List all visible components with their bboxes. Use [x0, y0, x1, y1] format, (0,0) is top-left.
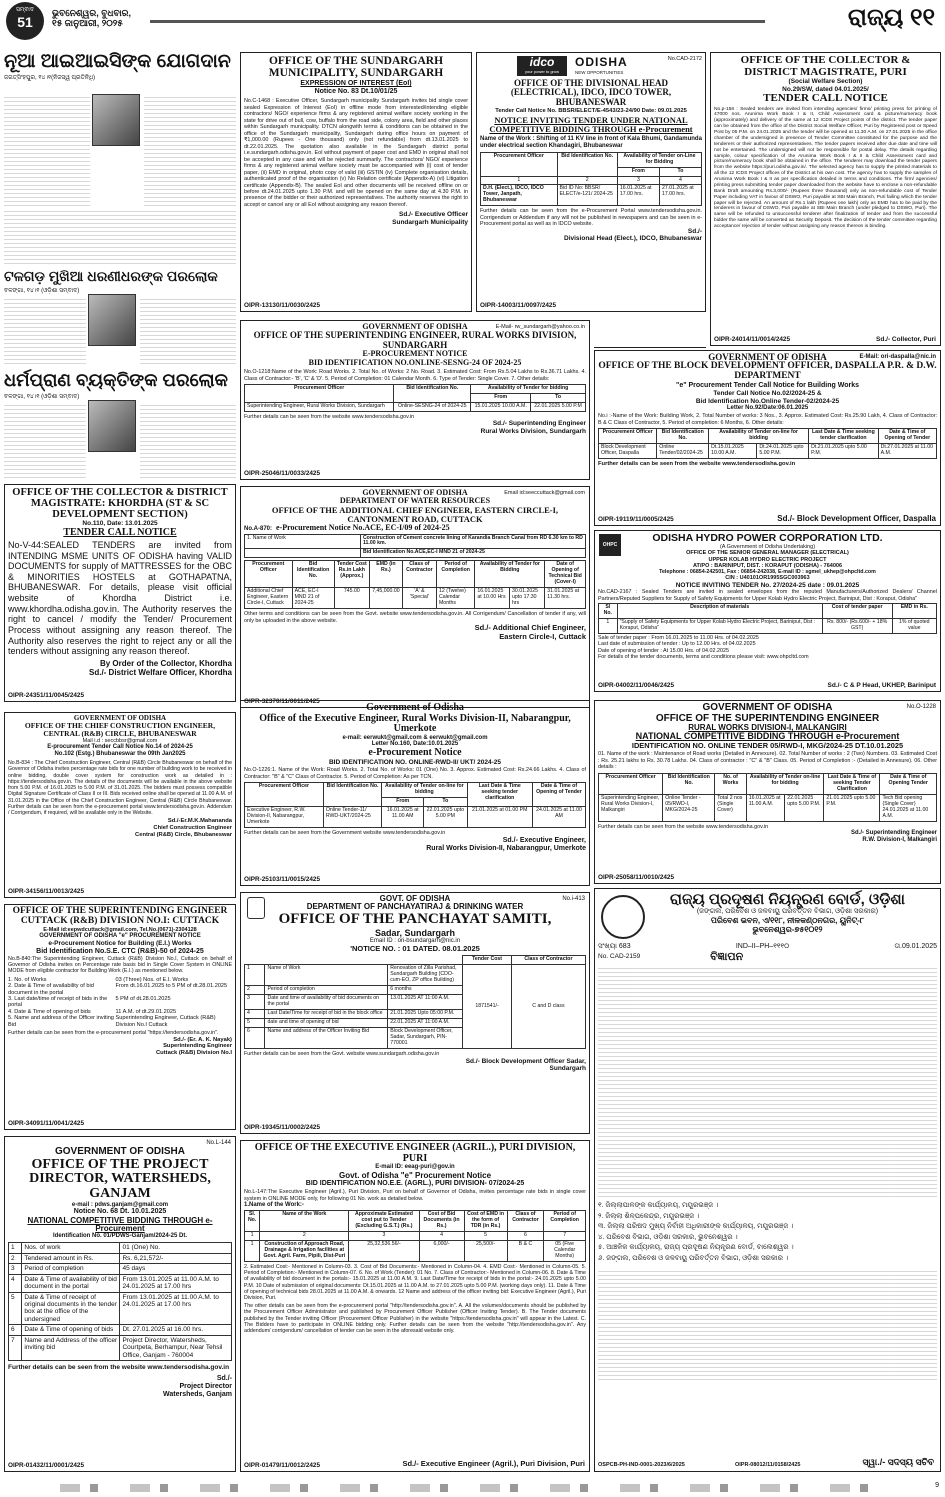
nabarangpur-table: Procurement Officer Bid Identification No. Availability of Tender on-line for bidding Last Date & Time seeking tender clarification Date & Time of Opening of Tender From To Executive Engineer, R.W. Division-II, Nabarangpur, Umerkote Online Tender-11/ RWD-UKT/2024-25 16.01.2025 at 11.00 AM 22.01.2025 upto 5.00 PM 21.01.2025 at 01.00 PM 24.01.2025 at 11.00 AM	[244, 782, 586, 828]
ad-daspalla: GOVERNMENT OF ODISHA E-Mail: ori-daspalla@nic.in OFFICE OF THE BLOCK DEVELOPMENT OFFICER, DASPALLA P.R. & D.W. DEPARTMENT "e" Procurement Tender Call Notice for Building Works Tender Call Notice No.02/2024-25 & Bid Identification No.Online Tender-02/2024-25 Letter No.92/Date:06.01.2025 No.i :-Name of the Work: Building Work, 2. Total Number of works: 3 Nos., 3. Approx. Estimated Cost: Rs.25.90 Lakh, 4. Class of Contractor: B & C Class of Contractor, 5. Period of completion: 6 Months, 6. Other details: Procurement Officer Bid Identification No. Availability of Tender on-line for bidding Last Date & Time seeking tender clarification Date & Time of Opening of Tender Block Development Officer, Daspalla Online Tender/02/2024-25 Dt.15.01.2025 10.00 A.M. Dt.24.01.2025 upto 5.00 P.M. Dt.21.01.2025 upto 5.00 P.M. Dt.27.01.2025 at 11.00 A.M. Further details can be seen from the website www.tendersodisha.gov.in Sd./- Block Development Officer, Daspalla OIPR-19119/11/0005/2425	[594, 350, 941, 526]
ospcb-body	[598, 965, 937, 1197]
ad-title: ODISHA HYDRO POWER CORPORATION LTD.	[652, 532, 883, 544]
cuttack-rb-list: 1. No. of Works 03 (Three) Nos. of E.I. Works 2. Date & Time of availability of bid document in the portal From dt.16.01.2025 to 5 PM of dt.28.01.2025 3. Last date/time of receipt of bids in the portal 5 PM of dt.28.01.2025 4. Date & Time of opening of bids 11 A.M. of dt.29.01.2025 5. Name and address of the Officer inviting Bid Superintending Engineer, Cuttack (R&B) Division No.I Cuttack	[8, 976, 228, 1028]
ad-title: OFFICE OF THE PROJECT DIRECTOR, WATERSHEDS, GANJAM	[29, 1156, 211, 1201]
ad-title: OFFICE OF THE SUNDARGARH MUNICIPALITY, SUNDARGARH	[268, 55, 444, 80]
ad-code: OIPR-25058/11/0010/2425	[598, 873, 675, 881]
ad-body: No.B-834 : The Chief Construction Engineer, Central (R&B) Circle Bhubaneswar on behalf of the Governor of Odisha invites percentage rate bids for one number of building work to be received in online bidding, double cover system for construction work as detailed in : https://tendersodisha.gov.in. The details of the documents will be available in the above website from 5.00 P.M. of 16.01.2025 to 5.00 P.M. of 31.01.2025. The bidders must possess compatible Digital Signature Certificate of Class II or III. Bids received online shall be opened at 11.00 A.M. of 31.01.2025 in the Office of the Chief Construction Engineer, Central (R&B) Circle Bhubaneswar. Further details can be seen from the e-procurement portal www.tendersodisha.gov.in. Addendum / Corrigendum, if required, will be available only in the Website.	[8, 760, 232, 817]
idco-table: Procurement Officer Bid Identification No. Availability of Tender on-Line for Bidding From To 1 2 3 4 D.H. (Elect.), IDCO, IDCO Tower, Janpath, Bhubaneswar Bid ID No: BBSR/ ELECT/e-121/ 2024-25 16.01.2025 at 17.00 hrs. 27.01.2025 at 17.00 hrs.	[480, 152, 702, 207]
ad-title: OFFICE OF THE ADDITIONAL CHIEF ENGINEER, EASTERN CIRCLE-I, CANTONMENT ROAD, CUTTACK	[271, 504, 559, 524]
ad-ganjam: No.L-144 GOVERNMENT OF ODISHA OFFICE OF THE PROJECT DIRECTOR, WATERSHEDS, GANJAM e-mail : pdws.ganjam@gmail.com Notice No. 68 Dt. 10.01.2025 NATIONAL COMPETITIVE BIDDING THROUGH e-Procurement Identification No. 01/PDWS-Ganjam/2024-25 Dt. 1 Nos. of work 01 (One) No. 2 Tendered amount in Rs. Rs. 6,21,572/- 3 Period of completion 45 days 4 Date & Time of availability of bid document in the portal From 13.01.2025 at 11.00 A.M. to 24.01.2025 at 17.00 hrs 5 Date & Time of receipt of original documents in the tender box at the office of the undersigned From 13.01.2025 at 11.00 A.M. to 24.01.2025 at 17.00 hrs 6 Date & Time of opening of bids Dt. 27.01.2025 at 16.00 hrs. 7 Name and Address of the officer inviting bid Project Director, Watersheds, Courtpeta, Berhampur, Near Tehsil Office, Ganjam - 760004 Further details can be seen from the website www.tendersodisha.gov.in Sd./- Project Director Watersheds, Ganjam OIPR-01432/11/0001/2425	[4, 1136, 236, 1472]
ad-nabarangpur: Government of Odisha Office of the Executive Engineer, Rural Works Division-II, Nabarangpur, Umerkote e-mail: eerwukt@gmail.com & eerwukt@gmail.com Letter No.160, Date:10.01.2025 e-Procurement Notice BID IDENTIFICATION NO. ONLINE-RWD-II/ UKT/ 2024-25 No.O-1226:1. Name of the Work: Road Works. 2. Total No. of Works: 01 (One) No. 3. Approx. Estimated Cost: Rs.24.66 Lakhs. 4. Class of Contractor: "B" & "C" Class of Contractor. 5. Period of Completion: As per TCN. Procurement Officer Bid Identification No. Availability of Tender on-line for bidding Last Date & Time seeking tender clarification Date & Time of Opening of Tender From To Executive Engineer, R.W. Division-II, Nabarangpur, Umerkote Online Tender-11/ RWD-UKT/2024-25 16.01.2025 at 11.00 AM 22.01.2025 upto 5.00 PM 21.01.2025 at 01.00 PM 24.01.2025 at 11.00 AM Further details can be seen from the Government website www.tendersodisha.gov.in Sd./- Executive Engineer, Rural Works Division-II, Nabarangpur, Umerkote OIPR-25103/11/0015/2425	[240, 700, 590, 886]
panchayat-table: Tender Cost Class of Contractor 1 Name of Work Renovation of Zilla Parishad, Sundargarh Building (CDO-cum-EO, ZP office Building) 1871541/- C and D class 2 Period of completion 6 months 3 Date and time of availability of bid documents on the portal 13.01.2025 AT 11:00 A.M. 4 Last Date/Time for receipt of bid in the block office 21.01.2025 Upto 05:00 P.M. 5 date and time of opening of bid 22.01.2025 AT 11:00 A.M. 6 Name and address of the Officer Inviting Bid Block Development Officer, Sadar, Sundargarh, PIN-770001	[244, 955, 586, 1049]
emblem	[247, 897, 265, 919]
ad-idco: idco your power to grow ODISHA NEW OPPORTUNITIES No.CAD-2172 OFFICE OF THE DIVISIONAL HEAD (ELECTRICAL), IDCO, IDCO TOWER, BHUBANESWAR Tender Call Notice No. BBSR/ELECT/E-4543/23-24/90 Date: 09.01.2025 NOTICE INVITING TENDER UNDER NATIONAL COMPETITIVE BIDDING THROUGH e-Procurement Name of the Work : Shifting of 11 KV line in front of Kala Bhumi, Gandamunda under electrical section Khandagiri, Bhubaneswar Procurement Officer Bid Identification No. Availability of Tender on-Line for Bidding From To 1 2 3 4 D.H. (Elect.), IDCO, IDCO Tower, Janpath, Bhubaneswar Bid ID No: BBSR/ ELECT/e-121/ 2024-25 16.01.2025 at 17.00 hrs. 27.01.2025 at 17.00 hrs. Further details can be seen from the e-Procurement Portal www.tendersodisha.gov.in. Corrigendum or Addendum if any will not be published in newspapers and can be seen in e-Procurement portal as well as in IDCO website. Sd./- Divisional Head (Elect.), IDCO, Bhubaneswar OIPR-14003/11/0097/2425	[476, 52, 706, 312]
ad-code: OIPR-13130/11/0030/2425	[244, 301, 321, 309]
page-number: 9	[935, 1482, 939, 1489]
news-headline: ଟଳଗଡ଼ ମୁଖିଆ ଧରଣୀଧରଙ୍କ ପରଲୋକ	[4, 268, 218, 284]
ad-body: No.p-156 : Sealed tenders are invited from intending agencies/ firms/ printing press for printing of 47000 nos. Arunima Work Book I & II, Child Assessment card & picture/numeracy book (approximately) and delivery of the same at 12 ICDS Project points of the district. The tender paper can be obtained from the office of the District Social Welfare Officer, Puri by Registered post or Speed Post by 05 P.M. on 24.01.2025 and the tender will be opened at 11.30 A.M. on 27.01.2025 in the office chamber of the undersigned in presence of Tender Committee constituted for the purpose and the tenderers or their authorized representatives. The tender papers received after due date and time will not be entertained. The undersigned will not be responsible for postal delay. The details regarding sample, colour specification of the Arunima Work Book I & II & Child Assessment card and picture/numeracy book shall be obtained in the office. The tenderer may download the tender papers from the website https://puri.odisha.gov.in/. The selected agency has to supply the printed materials to all the 12 ICDS Project offices of the District at his own cost. The agency has to supply the samples of Arunima Work Book I & II as per specification detailed in terms and conditions. The firm/ agencies/ printing press submitting tender paper downloaded from the website have to enclose a non-refundable Bank Draft amounting Rs.3,000/- (Rupees three thousand) only as non-refundable cost of Tender Paper including VAT in favour of DSWO, Puri payable at SBI Main Branch, Puri failing which the tender paper will be rejected. An amount of Rs.1 lakh (Rupees one lakh) only as EMD has to be paid by the tenderers in favour of DSWO, Puri payable at SBI Main Branch (under pledged to DSWO, Puri). The same will be refunded to unsuccessful tenderer after finalization of tender and from the successful bidder the same will be converted as Security Deposit. The decision of the tender committee regarding acceptance/ rejection of tender without assigning any reason thereon is binding.	[714, 106, 937, 230]
ad-title: ରାଜ୍ୟ ପ୍ରଦୂଷଣ ନିୟନ୍ତ୍ରଣ ବୋର୍ଡ, ଓଡ଼ିଶା	[670, 891, 905, 908]
ad-code: OIPR-32370/11/0011/2425	[244, 697, 320, 705]
ad-puri-agril: OFFICE OF THE EXECUTIVE ENGINEER (AGRIL.), PURI DIVISION, PURI E-mail ID: eeag-puri@gov.in Govt. of Odisha "e" Procurement Notice BID IDENTIFICATION NO.E.E. (AGRL.), PURI DIVISION- 07/2024-25 No.L-147:The Executive Engineer (Agril.), Puri Division, Puri on behalf of Governor of Odisha, invites percentage rate bids in single cover system in ONLINE MODE only, for following 01 No. work as detailed below. 1.Name of the Work:- Sl. No. Name of the Work Approximate Estimated cost put to Tender (Excluding G.S.T.) (Rs.) Cost of Bid Documents (in Rs.) Cost of EMD in the form of TDR (in Rs.) Class of Contractor Period of Completion 1 2 3 4 5 6 7 1 Construction of Approach Road, Drainage & Irrigation facilities at Govt. Agril. Farm, Pipili, Dist-Puri 25,32,536.56/- 6,000/- 25,500/- B & C 05 (Five Calendar Months) 2. Estimated Cost:- Mentioned in Column-03. 3. Cost of Bid Documents:- Mentioned in Column-04. 4. EMD Cost:- Mentioned in Column-05. 5. Period of Completion:- Mentioned in Column-07. 6. No. of Work (Tender): 01 No. 7. Class of Contractor:- Mentioned in Column-06. 8. Date & Time of availability of bid document in the portals:- 15.01.2025 at 11.00 A.M. 9. Last Date/Time for receipt of bids in the portal:- 24.01.2025 upto 5.00 P.M. 10 Date of submission of original documents: Dt.15.01.2025 at 11.00 A.M. to 27.01.2025 upto 5.00 P.M. (working days only). 11. Date & Time of opening of technical bids 28.01.2025 at 11.00 A.M. & onwards. 12 Name and address of the officer inviting bid: Executive Engineer (Agril.), Puri Division, Puri. The other details can be seen from the e-procurement portal "http://tendersodisha.gov.in". A. All the volumes/documents should be published by the Procurement Officer Administrator and published by Procurement Officer Publisher (Officer Inviting Tender). B. The Tender documents published by the Tender inviting Officer (Procurement Officer Publisher) in the website "https://tendersodisha.gov.in" will appear in the Latest. C. The Bidders have to participate in ONLINE bidding only. Further details can be seen from the website "http://tendersodisha.gov.in". Any addendum/ corrigendum/ cancellation of tender can be seen in the aforesaid website only. Sd./- Executive Engineer (Agril.), Puri Division, Puri OIPR-01479/11/0012/2425	[240, 1140, 590, 1472]
odisha-logo: ODISHA NEW OPPORTUNITIES	[575, 55, 628, 75]
ad-title: OFFICE OF THE SUPERINTENDING ENGINEER CUTTACK (R&B) DIVISION NO.I: CUTTACK	[12, 906, 228, 926]
ospcb-body	[598, 1268, 937, 1380]
ad-code: OIPR-25046/11/0033/2425	[244, 469, 321, 477]
news-photo	[92, 94, 140, 146]
puri-agril-table: Sl. No. Name of the Work Approximate Estimated cost put to Tender (Excluding G.S.T.) (Rs.) Cost of Bid Documents (in Rs.) Cost of EMD in the form of TDR (in Rs.) Class of Contractor Period of Completion 1 2 3 4 5 6 7 1 Construction of Approach Road, Drainage & Irrigation facilities at Govt. Agril. Farm, Pipili, Dist-Puri 25,32,536.56/- 6,000/- 25,500/- B & C 05 (Five Calendar Months)	[244, 1210, 586, 1262]
ad-water-resources: GOVERNMENT OF ODISHA Email id:seeccuttack@gmail.com DEPARTMENT OF WATER RESOURCES OFFICE OF THE ADDITIONAL CHIEF ENGINEER, EASTERN CIRCLE-I, CANTONMENT ROAD, CUTTACK No.A-870: e-Procurement Notice No.ACE, EC-I/09 of 2024-25 1. Name of Work Construction of Cement concrete lining of Karandia Branch Canal from RD 6.30 km to RD 11.00 km. Bid Identification No.ACE,EC-I MND 21 of 2024-25 Procurement Officer Bid Identification No. Tender Cost Rs.in Lakh (Approx.) EMD (in Rs.) Class of Contractor Period of Completion Availability of Tender for Bidding Date of Opening of Technical Bid (Cover-I) Additional Chief Engineer, Eastern Circle-I, Cuttack ACE, EC-I MND 21 of 2024-25 745.00 7,45,000.00 'A' & 'Special' 12 (Twelve) Calendar Months 16.01.2025 at 10.00 Hrs 30.01.2025 upto 17.30 hrs 31.01.2025 at 11.30 hrs. Other terms and conditions can be seen from the Govt. website www.tendersodisha.gov.in. All Corrigendum/ Cancellation of tender if any, will only be uploaded in the above website. Sd./- Additional Chief Engineer, Eastern Circle-I, Cuttack OIPR-32370/11/0011/2425	[240, 486, 590, 708]
ad-body: No.B-840:The Superintending Engineer, Cuttack (R&B) Division No.I, Cuttack on behalf of Governor of Odisha invites on Percentage rate basis bid in Single Cover System in ONLINE MODE from eligible contractor for Building Work (E.I.) as mentioned below.	[8, 955, 232, 975]
print-footer	[0, 1478, 945, 1497]
news-body	[4, 296, 86, 364]
daspalla-table: Procurement Officer Bid Identification No. Availability of Tender on-line for bidding Last Date & Time seeking tender clarification Date & Time of Opening of Tender Block Development Officer, Daspalla Online Tender/02/2024-25 Dt.15.01.2025 10.00 A.M. Dt.24.01.2025 upto 5.00 P.M. Dt.21.01.2025 upto 5.00 P.M. Dt.27.01.2025 at 11.00 A.M.	[598, 428, 937, 459]
ad-title: Office of the Executive Engineer, Rural Works Division-II, Nabarangpur, Umerkote	[259, 712, 571, 734]
ad-code: OIPR-14003/11/0097/2425	[480, 301, 557, 309]
ospcb-logo	[601, 895, 645, 939]
news-dateline: ବଳଙ୍ଗା, ୧୪।୧ (ଓଡ଼ିଶା ସମ୍ବାଦ)	[4, 288, 80, 294]
ad-code: OIPR-24014/11/0014/2425	[714, 335, 791, 343]
ad-code: OIPR-19345/11/0002/2425	[244, 1123, 321, 1131]
news-body	[144, 94, 236, 206]
news-body	[4, 208, 236, 264]
career-note	[594, 318, 706, 348]
masthead-rule	[150, 20, 765, 23]
news-dateline: ବଳଙ୍ଗା, ୧୪।୧ (ଓଡ଼ିଶା ସମ୍ବାଦ)	[4, 394, 80, 400]
ad-code: OIPR-19119/11/0005/2425	[598, 515, 674, 523]
news-body	[4, 402, 86, 478]
ad-code: OIPR-34091/11/0041/2425	[8, 1119, 85, 1127]
ad-code: OIPR-01479/11/0012/2425	[244, 1461, 321, 1469]
ad-code: OIPR-24351/11/0045/2425	[8, 691, 85, 699]
ad-puri-collector: OFFICE OF THE COLLECTOR & DISTRICT MAGISTRATE, PURI (Social Welfare Section) No.29/SW, dated 04.01.2025/ TENDER CALL NOTICE No.p-156 : Sealed tenders are invited from intending agencies/ firms/ printing press for printing of 47000 nos. Arunima Work Book I & II, Child Assessment card & picture/numeracy book (approximately) and delivery of the same at 12 ICDS Project points of the district. The tender paper can be obtained from the office of the District Social Welfare Officer, Puri by Registered post or Speed Post by 05 P.M. on 24.01.2025 and the tender will be opened at 11.30 A.M. on 27.01.2025 in the office chamber of the undersigned in presence of Tender Committee constituted for the purpose and the tenderers or their authorized representatives. The tender papers received after due date and time will not be entertained. The undersigned will not be responsible for postal delay. The details regarding sample, colour specification of the Arunima Work Book I & II & Child Assessment card and picture/numeracy book shall be obtained in the office. The tenderer may download the tender papers from the website https://puri.odisha.gov.in/. The selected agency has to supply the printed materials to all the 12 ICDS Project offices of the District at his own cost. The agency has to supply the samples of Arunima Work Book I & II as per specification detailed in terms and conditions. The firm/ agencies/ printing press submitting tender paper downloaded from the website have to enclose a non-refundable Bank Draft amounting Rs.3,000/- (Rupees three thousand) only as non-refundable cost of Tender Paper including VAT in favour of DSWO, Puri payable at SBI Main Branch, Puri failing which the tender paper will be rejected. An amount of Rs.1 lakh (Rupees one lakh) only as EMD has to be paid by the tenderers in favour of DSWO, Puri payable at SBI Main Branch (under pledged to DSWO, Puri). The same will be refunded to unsuccessful tenderer after finalization of tender and from the successful bidder the same will be converted as Security Deposit. The decision of the tender committee regarding acceptance/ rejection of tender without assigning any reason thereon is binding. Sd./- Collector, Puri OIPR-24014/11/0014/2425	[710, 52, 941, 346]
water-table: Procurement Officer Bid Identification No. Tender Cost Rs.in Lakh (Approx.) EMD (in Rs.) Class of Contractor Period of Completion Availability of Tender for Bidding Date of Opening of Technical Bid (Cover-I) Additional Chief Engineer, Eastern Circle-I, Cuttack ACE, EC-I MND 21 of 2024-25 745.00 7,45,000.00 'A' & 'Special' 12 (Twelve) Calendar Months 16.01.2025 at 10.00 Hrs 30.01.2025 upto 17.30 hrs 31.01.2025 at 11.30 hrs.	[244, 560, 586, 609]
news-photo	[88, 294, 136, 346]
news-body	[140, 402, 236, 478]
ad-code: OIPR-34156/11/0013/2425	[8, 887, 85, 895]
registration-marks	[60, 1484, 880, 1492]
news-dateline: ଜଗତ୍‌ସିଂହପୁର, ୧୪।୧(ନିଜସ୍ୱ ପ୍ରତିନିଧି)	[4, 74, 96, 81]
ad-ohpc: OHPC ODISHA HYDRO POWER CORPORATION LTD. (A Government of Odisha Undertaking) OFFICE OF THE SENIOR GENERAL MANAGER (ELECTRICAL) UPPER KOLAB HYDRO ELECTRIC PROJECT AT/PO : BARINIPUT, DIST. : KORAPUT (ODISHA) - 764006 Telephone : 06854-242501, Fax : 06854-242038, E-mail ID : sgmel_ukhep@ohpcltd.com CIN : U40101OR1995SGC003963 NOTICE INVITING TENDER No. 27/2024-25 date : 09.01.2025 No.CAD-2167 : Sealed Tenders are invited in sealed envelopes from the reputed Manufacturers/Authorized Dealers/ Channel Partners/Reputed Suppliers for Supply of Safety Equipments for Upper Kolab Hydro Electric Project, Bariniput, Dist : Koraput, Odisha" Sl No. Description of materials Cost of tender paper EMD in Rs. 1 "Supply of Safety Equipments for Upper Kolab Hydro Electric Project, Bariniput, Dist : Koraput, Odisha" Rs. 800/- (Rs.600/- + 18% GST) 1% of quoted value Sale of tender paper : From 16.01.2025 to 11.00 Hrs. of 04.02.2025 Last date of submission of tender : Up to 12.00 Hrs. of 04.02.2025 Date of opening of tender : At 15.00 Hrs. of 04.02.2025 For details of the tender documents, terms and conditions please visit: www.ohpcltd.com Sd./- C & P Head, UKHEP, Bariniput OIPR-04002/11/0046/2425	[594, 530, 941, 692]
masthead-date: ଭୁବନେଶ୍ୱର, ବୁଧବାର, ୧୫ ଜାନୁଆରୀ, ୨୦୨୫	[52, 8, 131, 29]
malkangiri-table: Procurement Officer Bid Identification No. No. of Works Availability of Tender on-line for bidding Last Date & Time of seeking Tender Clarification Date & Time of Opening Tender Superintending Engineer, Rural Works Division-I, Malkangiri Online Tender - 05/RWD-I, MKG/2024-25 Total 2 nos (Single Cover) 16.01.2025 at 11.00 A.M. 22.01.2025 upto 5.00 P.M. 21.01.2025 upto 5.00 P.M. Tech Bid opening (Single Cover) 24.01.2025 at 11.00 A.M.	[598, 773, 937, 822]
ad-malkangiri: No.O-1228 GOVERNMENT OF ODISHA OFFICE OF THE SUPERINTENDING ENGINEER RURAL WORKS DIVISION-I, MALKANGIRI NATIONAL COMPETITIVE BIDDING THROUGH e-Procurement IDENTIFICATION NO. ONLINE TENDER 05/RWD-I, MKG/2024-25 DT.10.01.2025 01. Name of the work : Maintenance of Road works (Detailed in Annexure). 02. Total Number of works : 2 (Two) Numbers. 03. Estimated Cost : Rs. 25.21 lakhs to Rs. 30.78 Lakhs. 04. Class of contractor : "C" & "B" Class. 05. Period of Completion :- (Detailed in Annexure). 06. Other details : Procurement Officer Bid Identification No. No. of Works Availability of Tender on-line for bidding Last Date & Time of seeking Tender Clarification Date & Time of Opening Tender Superintending Engineer, Rural Works Division-I, Malkangiri Online Tender - 05/RWD-I, MKG/2024-25 Total 2 nos (Single Cover) 16.01.2025 at 11.00 A.M. 22.01.2025 upto 5.00 P.M. 21.01.2025 upto 5.00 P.M. Tech Bid opening (Single Cover) 24.01.2025 at 11.00 A.M. Further details can be seen from the website www.tendersodisha.gov.in Sd./- Superintending Engineer R.W. Division-I, Malkangiri OIPR-25058/11/0010/2425	[594, 700, 941, 884]
ad-body: No.C-1468 : Executive Officer, Sundargarh municipality Sundargarh invites bid single cover sealed Expression of Interest (EoI) in offline mode from interested/intending eligible contractors/ NGO/ experience firms & any registered animal welfare society working in the state for drive out of bull, cow, buffalo from the road side, colony area, field and other places within Sundargarh municipality. DTCN alongwith terms & conditions can be obtained in the office of the Sundargarh municipality, Sundargarh during office hours on payment of ₹1,000.00 (Rupees - One thousand) only (not refundable) from dt.13.01.2025 to dt.22.01.2025. The quotation also available in the Sundargarh district portal i.e.sundargarh.odisha.gov.in. EoI without payment of paper cost and EMD in original shall not be accepted in any case and will be rejected summarily. The contractors/ NGO/ experience firms & any registered animal welfare society must be accompanied with (i) cost of tender paper, (ii) EMD in original, photo copy of valid (iii) GSTIN (iv) Complete organisation details, authenticated proof of the organisation (v) No Relation certificate (Appendix-A) (vi) Litigation certificate (Appendix-B). The sealed EoI and other documents will be received offline on or before dt.24.01.2025 upto 1.30 P.M. and will be opened on the same day at 4.30 P.M. in presence of the bidder or their authorized representatives. The authority reserves the right to accept or cancel any or all EoI without assigning any reason thereof.	[244, 98, 468, 208]
news-headline: ନୂଆ ଆଇଆଇସିଙ୍କ ଯୋଗଦାନ	[4, 52, 231, 72]
news-body	[4, 94, 90, 206]
ohpc-logo: OHPC	[599, 534, 621, 556]
ad-title: OFFICE OF THE SUPERINTENDING ENGINEER	[655, 712, 880, 724]
ad-title: OFFICE OF THE EXECUTIVE ENGINEER (AGRIL.), PURI DIVISION, PURI	[254, 1142, 576, 1164]
idco-logo: idco your power to grow	[517, 56, 567, 76]
ad-body: No-V-44:SEALED TENDERS are invited from INTENDING MSME UNITS OF ODISHA having VALID DOCUMENTS for supply of MATTRESSES for the OBC & MINORITIES HOSTELS at GOTHAPATNA, BHUBANESWAR. For details, please visit official website of Khordha District i.e. www.khordha.odisha.gov.in. The Authority reserves the right to cancel / modify the Tender/ Procurement Process without assigning any reason thereof. The Authority also reserves the right to reject any or all the tenders without assigning any reason thereof.	[8, 540, 232, 657]
ganjam-table: 1 Nos. of work 01 (One) No. 2 Tendered amount in Rs. Rs. 6,21,572/- 3 Period of completion 45 days 4 Date & Time of availability of bid document in the portal From 13.01.2025 at 11.00 A.M. to 24.01.2025 at 17.00 hrs 5 Date & Time of receipt of original documents in the tender box at the office of the undersigned From 13.01.2025 at 11.00 A.M. to 24.01.2025 at 17.00 hrs 6 Date & Time of opening of bids Dt. 27.01.2025 at 16.00 hrs. 7 Name and Address of the officer inviting bid Project Director, Watersheds, Courtpeta, Berhampur, Near Tehsil Office, Ganjam - 760004	[8, 1242, 232, 1361]
news-headline: ଧର୍ମପ୍ରାଣ ବ୍ୟକ୍ତିଙ୍କ ପରଲୋକ	[4, 370, 228, 390]
ad-title: OFFICE OF THE BLOCK DEVELOPMENT OFFICER, DASPALLA P.R. & D.W. DEPARTMENT	[598, 361, 937, 382]
ad-title: OFFICE OF THE COLLECTOR & DISTRICT MAGISTRATE, PURI	[740, 54, 911, 78]
ad-panchayat-samiti: No.i-413 GOVT. OF ODISHA DEPARTMENT OF PANCHAYATIRAJ & DRINKING WATER OFFICE OF THE PANCHAYAT SAMITI, Sadar, Sundargarh Email ID : ori-bsundargarh@nic.in 'NOTICE NO. : 01 DATED. 08.01.2025 Tender Cost Class of Contractor 1 Name of Work Renovation of Zilla Parishad, Sundargarh Building (CDO-cum-EO, ZP office Building) 1871541/- C and D class 2 Period of completion 6 months 3 Date and time of availability of bid documents on the portal 13.01.2025 AT 11:00 A.M. 4 Last Date/Time for receipt of bid in the block office 21.01.2025 Upto 05:00 P.M. 5 date and time of opening of bid 22.01.2025 AT 11:00 A.M. 6 Name and address of the Officer Inviting Bid Block Development Officer, Sadar, Sundargarh, PIN-770001 Further details can be seen from the Govt. website www.sundargarh.odisha.gov.in Sd./- Block Development Officer Sadar, Sundargarh OIPR-19345/11/0002/2425	[240, 892, 590, 1134]
masthead	[0, 0, 945, 44]
water-work-table: 1. Name of Work Construction of Cement concrete lining of Karandia Branch Canal from RD 6.30 km to RD 11.00 km. Bid Identification No.ACE,EC-I MND 21 of 2024-25	[244, 534, 586, 559]
ad-title: OFFICE OF THE SUPERINTENDING ENGINEER, RURAL WORKS DIVISION, SUNDARGARH	[253, 330, 577, 350]
news-column	[4, 52, 236, 480]
ad-cuttack-rb: OFFICE OF THE SUPERINTENDING ENGINEER CUTTACK (R&B) DIVISION NO.I: CUTTACK E-Mail id:eepwdcuttack@gmail.com, Tel.No.(0671)-2304128 GOVERNMENT OF ODISHA "e" PROCUREMENT NOTICE e-Procurement Notice for Building (E.I.) Works Bid Identification No.S.E. CTC (R&B)-50 of 2024-25 No.B-840:The Superintending Engineer, Cuttack (R&B) Division No.I, Cuttack on behalf of Governor of Odisha invites on Percentage rate basis bid in Single Cover System in ONLINE MODE from eligible contractor for Building Work (E.I.) as mentioned below. 1. No. of Works 03 (Three) Nos. of E.I. Works 2. Date & Time of availability of bid document in the portal From dt.16.01.2025 to 5 PM of dt.28.01.2025 3. Last date/time of receipt of bids in the portal 5 PM of dt.28.01.2025 4. Date & Time of opening of bids 11 A.M. of dt.29.01.2025 5. Name and address of the Officer inviting Bid Superintending Engineer, Cuttack (R&B) Division No.I Cuttack Further details can be seen from the e-procurement portal "https://tendersodisha.gov.in". Sd./- (Er. A. K. Nayak) Superintending Engineer Cuttack (R&B) Division No.I OIPR-34091/11/0041/2425	[4, 904, 236, 1130]
ad-ospcb: ରାଜ୍ୟ ପ୍ରଦୂଷଣ ନିୟନ୍ତ୍ରଣ ବୋର୍ଡ, ଓଡ଼ିଶା (ଜଙ୍ଗଲ, ପରିବେଶ ଓ ଜଳବାୟୁ ପରିବର୍ତ୍ତନ ବିଭାଗ, ଓଡ଼ିଶା ସରକାର) ପରିବେଶ ଭବନ, ଏ/୧୧୮, ନୀଳକଣ୍ଠନଗର, ୟୁନିଟ୍-୮ ଭୁବନେଶ୍ୱର-୭୫୧୦୧୨ ସଂଖ୍ୟା 683 IND–II–PH–୧୧୧୦ ତା.09.01.2025 No. CAD-2159 ବିଜ୍ଞାପନ ୧. ଜିଲ୍ଲାପାଳଙ୍କ କାର୍ଯ୍ୟାଳୟ, ମୟୂରଭଞ୍ଜ । ୨. ଜିଲ୍ଲା ଶିଳ୍ପକେନ୍ଦ୍ର, ମୟୂରଭଞ୍ଜ । ୩. ଜିଲ୍ଲା ପରିଷଦ ମୁଖ୍ୟ ନିର୍ବାହୀ ଅଧିକାରୀଙ୍କ କାର୍ଯ୍ୟାଳୟ, ମୟୂରଭଞ୍ଜ । ୪. ପରିବେଶ ବିଭାଗ, ଓଡ଼ିଶା ସରକାର, ଭୁବନେଶ୍ୱର । ୫. ଆଞ୍ଚଳିକ କାର୍ଯ୍ୟାଳୟ, ରାଜ୍ୟ ପ୍ରଦୂଷଣ ନିୟନ୍ତ୍ରଣ ବୋର୍ଡ, ବାଲେଶ୍ୱର । ୬. ଜଙ୍ଗଲ, ପରିବେଶ ଓ ଜଳବାୟୁ ପରିବର୍ତ୍ତନ ବିଭାଗ, ଓଡ଼ିଶା ସରକାର । ସ୍ୱା./- ସଦସ୍ୟ ସଚିବ OSPCB-PH-IND-0001-2023/6/2025 OIPR-08012/11/0158/2425	[594, 888, 941, 1472]
ad-rw-sundargarh: GOVERNMENT OF ODISHA E-Mail- rw_sundargarh@yahoo.co.in OFFICE OF THE SUPERINTENDING ENGINEER, RURAL WORKS DIVISION, SUNDARGARH E-PROCUREMENT NOTICE BID IDENTIFICATION NO.ONLINE-SESNG-24 OF 2024-25 No.O-1218:Name of the Work: Road Works. 2. Total No. of Works: 2 No. Road. 3. Estimated Cost: From Rs.5.04 Lakhs to Rs.36.71 Lakhs. 4. Class of Contractor:- 'B', 'C' & 'D'. 5. Period of Completion: 01 Calendar Month. 6. Type of Tender: Single Cover. 7. Other details: Procurement Officer Bid Identification No. Availability of Tender for bidding From To Superintending Engineer, Rural Works Division, Sundargarh Online-SESNG-24 of 2024-25 15.01.2025 10.00 A.M. 22.01.2025 5.00 P.M Further details can be seen from the website www.tendersodisha.gov.in Sd./- Superintending Engineer Rural Works Division, Sundargarh OIPR-25046/11/0033/2425	[240, 320, 590, 480]
rw-table: Procurement Officer Bid Identification No. Availability of Tender for bidding From To Superintending Engineer, Rural Works Division, Sundargarh Online-SESNG-24 of 2024-25 15.01.2025 10.00 A.M. 22.01.2025 5.00 P.M	[244, 384, 586, 412]
ad-central-rb: GOVERNMENT OF ODISHA OFFICE OF THE CHIEF CONSTRUCTION ENGINEER, CENTRAL (R&B) CIRCLE, BHUBANESWAR Mail i.d : seccbbsr@gmail.com E-procurement Tender Call Notice No.14 of 2024-25 No.102 (Estg.) Bhubaneswar the 09th Jan2025 No.B-834 : The Chief Construction Engineer, Central (R&B) Circle Bhubaneswar on behalf of the Governor of Odisha invites percentage rate bids for one number of building work to be received in online bidding, double cover system for construction work as detailed in : https://tendersodisha.gov.in. The details of the documents will be available in the above website from 5.00 P.M. of 16.01.2025 to 5.00 P.M. of 31.01.2025. The bidders must possess compatible Digital Signature Certificate of Class II or III. Bids received online shall be opened at 11.00 A.M. of 31.01.2025 in the Office of the Chief Construction Engineer, Central (R&B) Circle Bhubaneswar. Further details can be seen from the e-procurement portal www.tendersodisha.gov.in. Addendum / Corrigendum, if required, will be available only in the Website. Sd./-Er.M.K.Mahananda Chief Construction Engineer Central (R&B) Circle, Bhubaneswar OIPR-34156/11/0013/2425	[4, 712, 236, 898]
news-photo	[88, 400, 136, 452]
ad-title: OFFICE OF THE CHIEF CONSTRUCTION ENGINEER, CENTRAL (R&B) CIRCLE, BHUBANESWAR	[24, 721, 216, 739]
ad-title: OFFICE OF THE PANCHAYAT SAMITI,	[278, 910, 552, 927]
ospcb-list: ୧. ଜିଲ୍ଲାପାଳଙ୍କ କାର୍ଯ୍ୟାଳୟ, ମୟୂରଭଞ୍ଜ । ୨. ଜିଲ୍ଲା ଶିଳ୍ପକେନ୍ଦ୍ର, ମୟୂରଭଞ୍ଜ । ୩. ଜିଲ୍ଲା ପରିଷଦ ମୁଖ୍ୟ ନିର୍ବାହୀ ଅଧିକାରୀଙ୍କ କାର୍ଯ୍ୟାଳୟ, ମୟୂରଭଞ୍ଜ । ୪. ପରିବେଶ ବିଭାଗ, ଓଡ଼ିଶା ସରକାର, ଭୁବନେଶ୍ୱର । ୫. ଆଞ୍ଚଳିକ କାର୍ଯ୍ୟାଳୟ, ରାଜ୍ୟ ପ୍ରଦୂଷଣ ନିୟନ୍ତ୍ରଣ ବୋର୍ଡ, ବାଲେଶ୍ୱର । ୬. ଜଙ୍ଗଲ, ପରିବେଶ ଓ ଜଳବାୟୁ ପରିବର୍ତ୍ତନ ବିଭାଗ, ଓଡ଼ିଶା ସରକାର ।	[598, 1202, 794, 1262]
ad-khordha: OFFICE OF THE COLLECTOR & DISTRICT MAGISTRATE: KHORDHA (ST & SC DEVELOPMENT SECTION) No.110, Date: 13.01.2025 TENDER CALL NOTICE No-V-44:SEALED TENDERS are invited from INTENDING MSME UNITS OF ODISHA having VALID DOCUMENTS for supply of MATTRESSES for the OBC & MINORITIES HOSTELS at GOTHAPATNA, BHUBANESWAR. For details, please visit official website of Khordha District i.e. www.khordha.odisha.gov.in. The Authority reserves the right to cancel / modify the Tender/ Procurement Process without assigning any reason thereof. The Authority also reserves the right to reject any or all the tenders without assigning any reason thereof. By Order of the Collector, Khordha Sd./- District Welfare Officer, Khordha OIPR-24351/11/0045/2425	[4, 484, 236, 702]
news-body	[140, 296, 236, 364]
ad-title: OFFICE OF THE COLLECTOR & DISTRICT MAGISTRATE: KHORDHA (ST & SC DEVELOPMENT SECTION)	[12, 487, 228, 521]
ad-code: OIPR-04002/11/0046/2425	[598, 681, 675, 689]
ad-code: OIPR-25103/11/0015/2425	[244, 875, 321, 883]
section-title: ରାଜ୍ୟ ୧୧	[847, 4, 935, 31]
anniversary-badge: ସମ୍ବାଦ 51	[6, 2, 44, 40]
ad-code: OIPR-01432/11/0001/2425	[8, 1461, 85, 1469]
ohpc-table: Sl No. Description of materials Cost of tender paper EMD in Rs. 1 "Supply of Safety Equipments for Upper Kolab Hydro Electric Project, Bariniput, Dist : Koraput, Odisha" Rs. 800/- (Rs.600/- + 18% GST) 1% of quoted value	[598, 603, 937, 634]
ad-title: OFFICE OF THE DIVISIONAL HEAD (ELECTRICAL), IDCO, IDCO TOWER, BHUBANESWAR	[510, 78, 672, 107]
ad-sundargarh-municipality: OFFICE OF THE SUNDARGARH MUNICIPALITY, SUNDARGARH EXPRESSION OF INTEREST (EoI) Notice No. 83 Dt.10/01/25 No.C-1468 : Executive Officer, Sundargarh municipality Sundargarh invites bid single cover sealed Expression of Interest (EoI) in offline mode from interested/intending eligible contractors/ NGO/ experience firms & any registered animal welfare society working in the state for drive out of bull, cow, buffalo from the road side, colony area, field and other places within Sundargarh municipality. DTCN alongwith terms & conditions can be obtained in the office of the Sundargarh municipality, Sundargarh during office hours on payment of ₹1,000.00 (Rupees - One thousand) only (not refundable) from dt.13.01.2025 to dt.22.01.2025. The quotation also available in the Sundargarh district portal i.e.sundargarh.odisha.gov.in. EoI without payment of paper cost and EMD in original shall not be accepted in any case and will be rejected summarily. The contractors/ NGO/ experience firms & any registered animal welfare society must be accompanied with (i) cost of tender paper, (ii) EMD in original, photo copy of valid (iii) GSTIN (iv) Complete organisation details, authenticated proof of the organisation (v) No Relation certificate (Appendix-A) (vi) Litigation certificate (Appendix-B). The sealed EoI and other documents will be received offline on or before dt.24.01.2025 upto 1.30 P.M. and will be opened on the same day at 4.30 P.M. in presence of the bidder or their authorized representatives. The authority reserves the right to accept or cancel any or all EoI without assigning any reason thereof. Sd./- Executive Officer Sundargarh Municipality OIPR-13130/11/0030/2425	[240, 52, 472, 312]
